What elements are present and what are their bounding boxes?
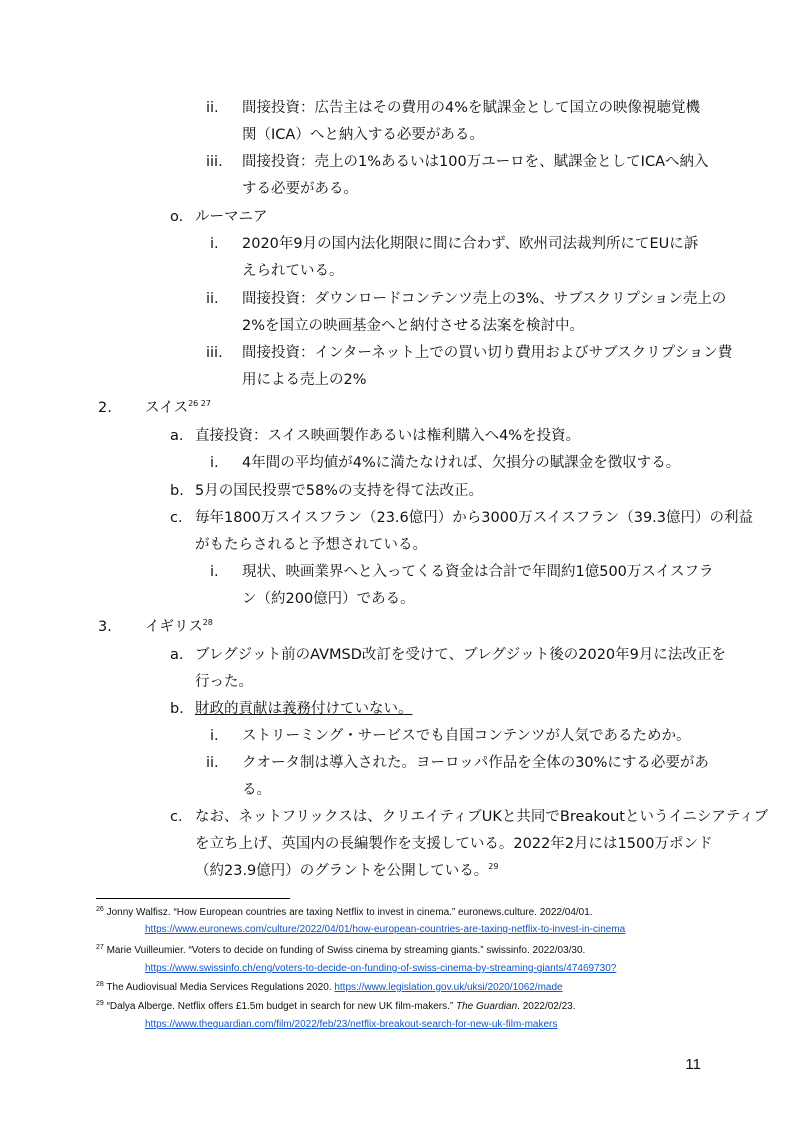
list-item-text: なお、ネットフリックスは、クリエイティブUKと共同でBreakoutというイニシアティブ: [195, 809, 769, 825]
item-label: i.: [210, 564, 219, 580]
footnote-publication: The Guardian: [455, 1001, 518, 1012]
footnote-27: [96, 944, 585, 958]
list-item-text: 2%を国立の映画基金へと納付させる法案を検討中。: [242, 318, 585, 334]
list-item-text: がもたらされると予想されている。: [195, 537, 427, 553]
footnote-text: The Audiovisual Media Services Regulations 2020.: [106, 982, 332, 993]
list-item-text: ン（約200億円）である。: [242, 591, 415, 607]
footnote-divider: [96, 898, 290, 899]
item-label: i.: [210, 728, 219, 744]
section-title: スイス: [145, 400, 189, 416]
item-label: b.: [170, 701, 184, 717]
list-item-text: 間接投資：インターネット上での買い切り費用およびサブスクリプション費: [242, 345, 733, 361]
list-item-text: する必要がある。: [242, 181, 358, 197]
list-item-text: 4年間の平均値が4%に満たなければ、欠損分の賦課金を徴収する。: [242, 455, 681, 471]
list-item-text: 2020年9月の国内法化期限に間に合わず、欧州司法裁判所にてEUに訴: [242, 236, 699, 252]
footnote-text-date: . 2022/02/23.: [517, 1001, 576, 1012]
item-label: b.: [170, 483, 184, 499]
footnote-link[interactable]: https://www.legislation.gov.uk/uksi/2020/1062/made: [334, 982, 563, 993]
footnote-29-link-line: [145, 1018, 557, 1032]
footnote-text: Jonny Walfisz. “How European countries are taxing Netflix to invest in cinema.” euronews.culture. 2022/04/01.: [106, 907, 593, 918]
footnote-ref[interactable]: 28: [202, 618, 213, 627]
list-item-text: 財政的貢献は義務付けていない。: [195, 701, 413, 717]
list-item-text: 用による売上の2%: [242, 372, 367, 388]
list-item-text: クオータ制は導入された。ヨーロッパ作品を全体の30%にする必要があ: [242, 755, 709, 771]
list-item-text: 5月の国民投票で58%の支持を得て法改正。: [195, 483, 483, 499]
list-item-text: [195, 861, 498, 881]
footnote-26-link-line: [145, 923, 625, 937]
footnote-27-link-line: [145, 962, 616, 976]
item-label: c.: [170, 510, 183, 526]
section-number: 2.: [98, 400, 112, 416]
section-number: 3.: [98, 619, 112, 635]
footnote-link[interactable]: https://www.theguardian.com/film/2022/feb/23/netflix-breakout-search-for-new-uk-film-makers: [145, 1019, 558, 1030]
page-number: 11: [685, 1056, 701, 1073]
list-item-text: 現状、映画業界へと入ってくる資金は合計で年間約1億500万スイスフラ: [242, 564, 714, 580]
footnote-number: 26: [96, 906, 104, 913]
footnote-text: Marie Vuilleumier. “Voters to decide on funding of Swiss cinema by streaming giants.” swissinfo. 2022/03/30.: [106, 945, 586, 956]
footnote-number: 27: [96, 944, 104, 951]
item-label: iii.: [206, 154, 223, 170]
list-item-text: を立ち上げ、英国内の長編製作を支援している。2022年2月には1500万ポンド: [195, 836, 713, 852]
list-item-text: 間接投資：売上の1%あるいは100万ユーロを、賦課金としてICAへ納入: [242, 154, 709, 170]
item-label: i.: [210, 455, 219, 471]
list-item-text: 直接投資：スイス映画製作あるいは権利購入へ4%を投資。: [195, 428, 581, 444]
section-heading: ルーマニア: [195, 209, 268, 225]
list-item-text: えられている。: [242, 263, 344, 279]
footnote-link[interactable]: https://www.euronews.com/culture/2022/04/01/how-european-countries-are-taxing-netflix-to-invest-in-cinema: [145, 924, 626, 935]
list-item-text: る。: [242, 782, 271, 798]
list-item-text: 関（ICA）へと納入する必要がある。: [242, 127, 484, 143]
footnote-29: [96, 1000, 576, 1014]
footnote-28: [96, 981, 563, 995]
item-label: iii.: [206, 345, 223, 361]
list-item-text: 間接投資：広告主はその費用の4%を賦課金として国立の映像視聴覚機: [242, 100, 701, 116]
footnote-ref[interactable]: 26 27: [188, 399, 211, 408]
item-label: o.: [170, 209, 184, 225]
footnote-number: 29: [96, 1000, 104, 1007]
item-label: ii.: [206, 100, 219, 116]
list-item-text-segment: （約23.9億円）のグラントを公開している。: [195, 863, 489, 879]
footnote-26: [96, 906, 593, 920]
item-label: a.: [170, 647, 184, 663]
section-heading: [145, 398, 211, 418]
item-label: c.: [170, 809, 183, 825]
list-item-text: 行った。: [195, 674, 253, 690]
item-label: ii.: [206, 755, 219, 771]
list-item-text: 間接投資：ダウンロードコンテンツ売上の3%、サブスクリプション売上の: [242, 291, 727, 307]
footnote-ref[interactable]: 29: [488, 862, 499, 871]
list-item-text: ブレグジット前のAVMSD改訂を受けて、ブレグジット後の2020年9月に法改正を: [195, 647, 726, 663]
footnote-link[interactable]: https://www.swissinfo.ch/eng/voters-to-decide-on-funding-of-swiss-cinema-by-streaming-giants/47469730?: [145, 963, 617, 974]
footnote-number: 28: [96, 981, 104, 988]
section-heading: [145, 617, 213, 637]
list-item-text: 毎年1800万スイスフラン（23.6億円）から3000万スイスフラン（39.3億円）の利益: [195, 510, 754, 526]
section-title: イギリス: [145, 619, 203, 635]
item-label: ii.: [206, 291, 219, 307]
item-label: i.: [210, 236, 219, 252]
footnote-text: “Dalya Alberge. Netflix offers £1.5m budget in search for new UK film-makers.”: [106, 1001, 456, 1012]
list-item-text: ストリーミング・サービスでも自国コンテンツが人気であるためか。: [242, 728, 691, 744]
item-label: a.: [170, 428, 184, 444]
